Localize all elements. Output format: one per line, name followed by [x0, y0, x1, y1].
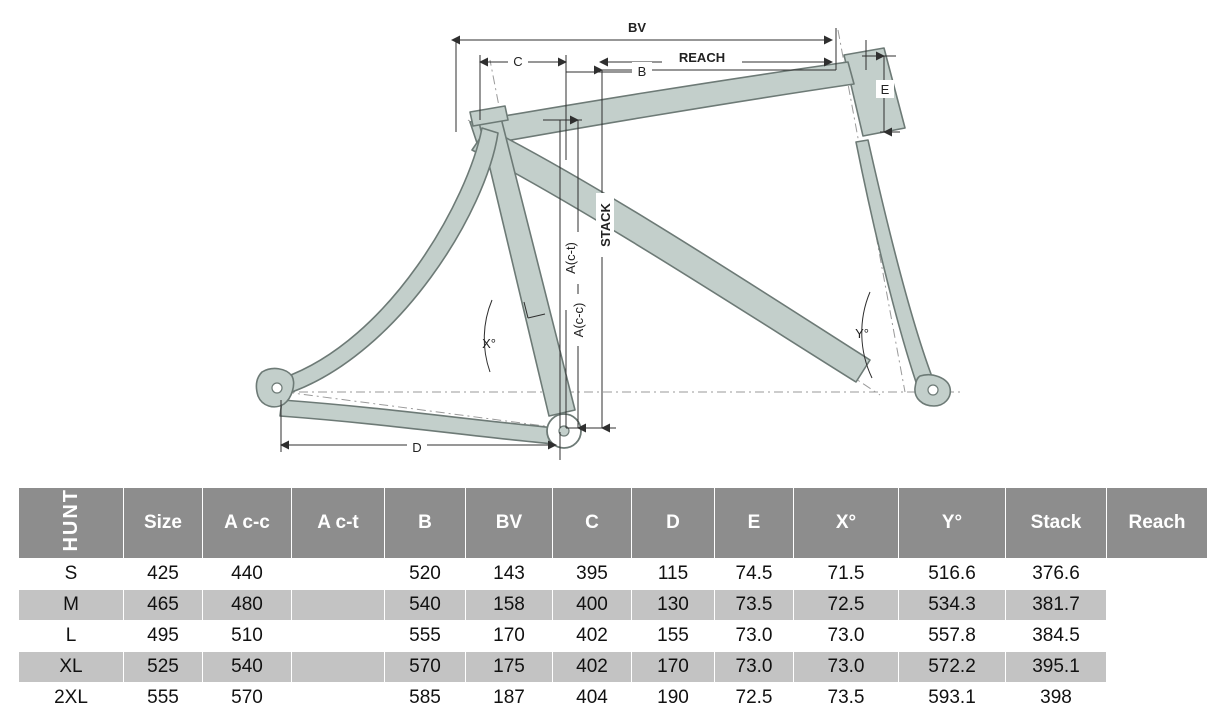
cell-reach: 398 — [1006, 682, 1107, 713]
cell-bv: 585 — [385, 682, 466, 713]
dimension-label-c: C — [513, 54, 523, 69]
cell-size: S — [19, 558, 124, 589]
cell-reach: 384.5 — [1006, 620, 1107, 651]
cell-stack: 516.6 — [899, 558, 1006, 589]
cell-e: 115 — [632, 558, 715, 589]
cell-a-cc: 425 — [124, 558, 203, 589]
geometry-table-container — [18, 487, 1208, 714]
cell-y: 71.5 — [794, 558, 899, 589]
cell-b — [292, 651, 385, 682]
cell-d: 402 — [553, 651, 632, 682]
cell-x: 74.5 — [715, 558, 794, 589]
dimension-label-e: E — [880, 82, 890, 97]
cell-a-cc: 525 — [124, 651, 203, 682]
cell-d: 400 — [553, 589, 632, 620]
cell-b — [292, 558, 385, 589]
cell-stack: 572.2 — [899, 651, 1006, 682]
table-row — [19, 620, 1208, 651]
cell-c: 170 — [466, 620, 553, 651]
dimension-label-b: B — [637, 64, 647, 79]
cell-reach: 376.6 — [1006, 558, 1107, 589]
cell-a-ct: 540 — [203, 651, 292, 682]
cell-y: 73.0 — [794, 620, 899, 651]
cell-bv: 540 — [385, 589, 466, 620]
dimension-lines — [281, 28, 900, 460]
geometry-table — [18, 487, 1208, 714]
cell-c: 187 — [466, 682, 553, 713]
cell-d: 402 — [553, 620, 632, 651]
cell-e: 190 — [632, 682, 715, 713]
cell-stack: 593.1 — [899, 682, 1006, 713]
cell-x: 72.5 — [715, 682, 794, 713]
column-header-a-cc: A c-c — [203, 488, 292, 559]
table-row — [19, 651, 1208, 682]
column-header-bv: BV — [466, 488, 553, 559]
dimension-label-stack: STACK — [598, 203, 613, 247]
dimension-label-x-angle: X° — [482, 336, 496, 351]
column-header-reach: Reach — [1107, 488, 1208, 559]
brand-cell — [19, 488, 124, 559]
cell-x: 73.5 — [715, 589, 794, 620]
cell-c: 158 — [466, 589, 553, 620]
cell-b — [292, 589, 385, 620]
cell-d: 395 — [553, 558, 632, 589]
dimension-label-reach: REACH — [678, 50, 726, 65]
dimension-label-a-cc: A(c-c) — [571, 302, 586, 338]
cell-a-ct: 510 — [203, 620, 292, 651]
dimension-label-d: D — [412, 440, 422, 455]
column-header-e: E — [715, 488, 794, 559]
column-header-size: Size — [124, 488, 203, 559]
cell-stack: 534.3 — [899, 589, 1006, 620]
cell-e: 130 — [632, 589, 715, 620]
cell-a-cc: 555 — [124, 682, 203, 713]
dimension-label-a-ct: A(c-t) — [563, 242, 578, 274]
cell-bv: 555 — [385, 620, 466, 651]
column-header-stack: Stack — [1006, 488, 1107, 559]
cell-y: 72.5 — [794, 589, 899, 620]
cell-bv: 520 — [385, 558, 466, 589]
cell-c: 175 — [466, 651, 553, 682]
column-header-a-ct: A c-t — [292, 488, 385, 559]
column-header-c: C — [553, 488, 632, 559]
table-row — [19, 682, 1208, 713]
cell-size: XL — [19, 651, 124, 682]
cell-d: 404 — [553, 682, 632, 713]
cell-size: L — [19, 620, 124, 651]
cell-bv: 570 — [385, 651, 466, 682]
cell-a-ct: 570 — [203, 682, 292, 713]
table-header-row — [19, 488, 1208, 559]
column-header-b: B — [385, 488, 466, 559]
cell-e: 155 — [632, 620, 715, 651]
cell-e: 170 — [632, 651, 715, 682]
cell-reach: 381.7 — [1006, 589, 1107, 620]
cell-a-ct: 480 — [203, 589, 292, 620]
cell-a-cc: 465 — [124, 589, 203, 620]
cell-x: 73.0 — [715, 651, 794, 682]
cell-a-ct: 440 — [203, 558, 292, 589]
dimension-label-y-angle: Y° — [855, 326, 869, 341]
column-header-d: D — [632, 488, 715, 559]
table-row — [19, 558, 1208, 589]
cell-y: 73.0 — [794, 651, 899, 682]
cell-stack: 557.8 — [899, 620, 1006, 651]
cell-x: 73.0 — [715, 620, 794, 651]
cell-y: 73.5 — [794, 682, 899, 713]
cell-size: 2XL — [19, 682, 124, 713]
cell-b — [292, 682, 385, 713]
cell-a-cc: 495 — [124, 620, 203, 651]
cell-c: 143 — [466, 558, 553, 589]
cell-size: M — [19, 589, 124, 620]
dimension-label-bv: BV — [627, 20, 647, 35]
column-header-y: Y° — [899, 488, 1006, 559]
table-row — [19, 589, 1208, 620]
cell-b — [292, 620, 385, 651]
column-header-x: X° — [794, 488, 899, 559]
brand-label: HUNT — [59, 488, 82, 552]
cell-reach: 395.1 — [1006, 651, 1107, 682]
